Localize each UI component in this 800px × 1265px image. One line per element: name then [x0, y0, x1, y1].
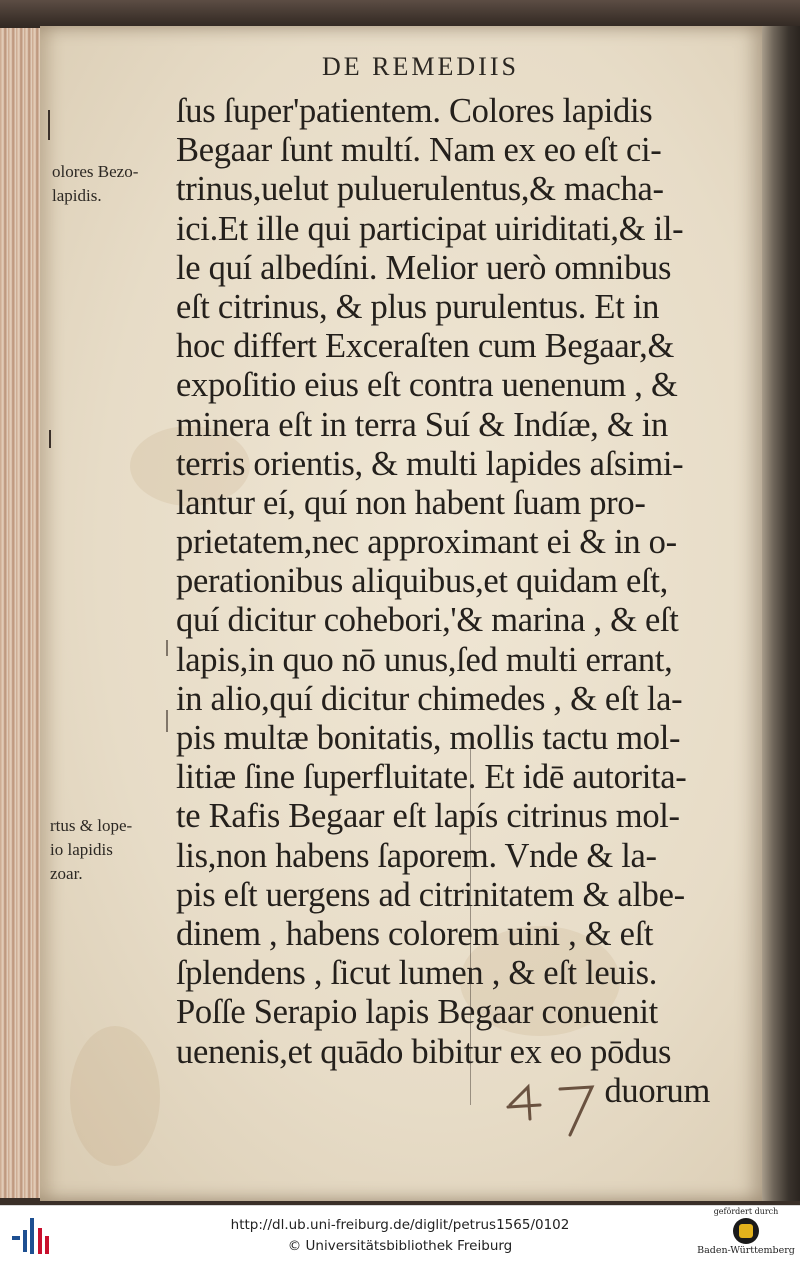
margin-mark — [49, 430, 51, 448]
text-line: ſus ſuper'patientem. Colores lapidis — [176, 92, 653, 130]
margin-note-2 — [50, 814, 132, 886]
handwritten-stroke — [508, 1087, 540, 1119]
margin-note-line: rtus & lope- — [50, 816, 133, 835]
margin-note-line: olores Bezo- — [52, 162, 139, 181]
margin-mark — [48, 110, 50, 140]
text-line: litiæ ſine ſuperfluitate. Et idē autorita- — [176, 758, 687, 797]
permalink-url[interactable]: http://dl.ub.uni-freiburg.de/diglit/petrus1565/0102 — [230, 1217, 570, 1233]
running-head: DE REMEDIIS — [322, 52, 519, 81]
text-line: in alio,quí dicitur chimedes , & eſt la- — [176, 679, 683, 718]
text-line: quí dicitur cohebori,'& marina , & eſt — [176, 601, 679, 640]
body-text — [176, 92, 736, 1111]
text-line: uenenis,et quādo bibitur ex eo pōdus — [176, 1032, 672, 1071]
text-line: pis eſt uergens ad citrinitatem & albe- — [176, 875, 685, 914]
text-line: Poſſe Serapio lapis Begaar conuenit — [176, 993, 658, 1032]
text-line: prietatem,nec approximant ei & in o- — [176, 523, 677, 562]
copyright-notice: © Universitätsbibliothek Freiburg — [287, 1238, 513, 1254]
text-line: ici.Et ille qui participat uiriditati,& il- — [176, 209, 684, 248]
footer-bar — [0, 1205, 800, 1265]
handwritten-stroke — [560, 1087, 592, 1135]
text-line: terris orientis, & multi lapides aſsimi- — [176, 444, 684, 483]
text-line: minera eſt in terra Suí & Indíæ, & in — [176, 405, 668, 444]
book-right-edge — [762, 26, 800, 1201]
text-line: te Rafis Begaar eſt lapís citrinus mol- — [176, 797, 680, 836]
text-line: lis,non habens ſaporem. Vnde & la- — [176, 836, 657, 875]
sponsor-label: gefördert durch — [713, 1207, 779, 1216]
handwritten-mark — [500, 1075, 620, 1145]
pencil-line — [470, 735, 471, 1105]
text-line: eſt citrinus, & plus purulentus. Et in — [176, 287, 660, 326]
catchword: duorum — [604, 1071, 710, 1110]
margin-mark — [166, 640, 168, 656]
margin-note-line: zoar. — [50, 864, 83, 883]
text-line: lantur eí, quí non habent ſuam pro- — [176, 483, 646, 522]
text-line: expoſitio eius eſt contra uenenum , & — [176, 366, 678, 405]
text-line: pis multæ bonitatis, mollis tactu mol- — [176, 719, 681, 757]
text-line: trinus,uelut puluerulentus,& macha- — [176, 170, 664, 209]
text-line: hoc differt Exceraſten cum Begaar,& — [176, 327, 675, 366]
text-line: dinem , habens colorem uini , & eſt — [176, 914, 654, 953]
foxing-stain — [70, 1026, 160, 1166]
text-line: Begaar ſunt multí. Nam ex eo eſt ci- — [176, 131, 662, 170]
text-line: le quí albedíni. Melior uerò omnibus — [176, 248, 672, 287]
sponsor-block — [694, 1207, 798, 1265]
text-line: ſplendens , ſicut lumen , & eſt leuis. — [176, 954, 658, 993]
text-line: lapis,in quo nō unus,ſed multi errant, — [176, 640, 673, 679]
state-crest-icon — [733, 1218, 759, 1244]
margin-note-line: lapidis. — [52, 186, 102, 205]
sponsor-name: Baden-Württemberg — [697, 1245, 795, 1256]
text-line: perationibus aliquibus,et quidam eſt, — [176, 562, 668, 601]
margin-note-line: io lapidis — [50, 840, 113, 859]
margin-mark — [166, 710, 168, 732]
margin-note-1 — [52, 160, 138, 208]
